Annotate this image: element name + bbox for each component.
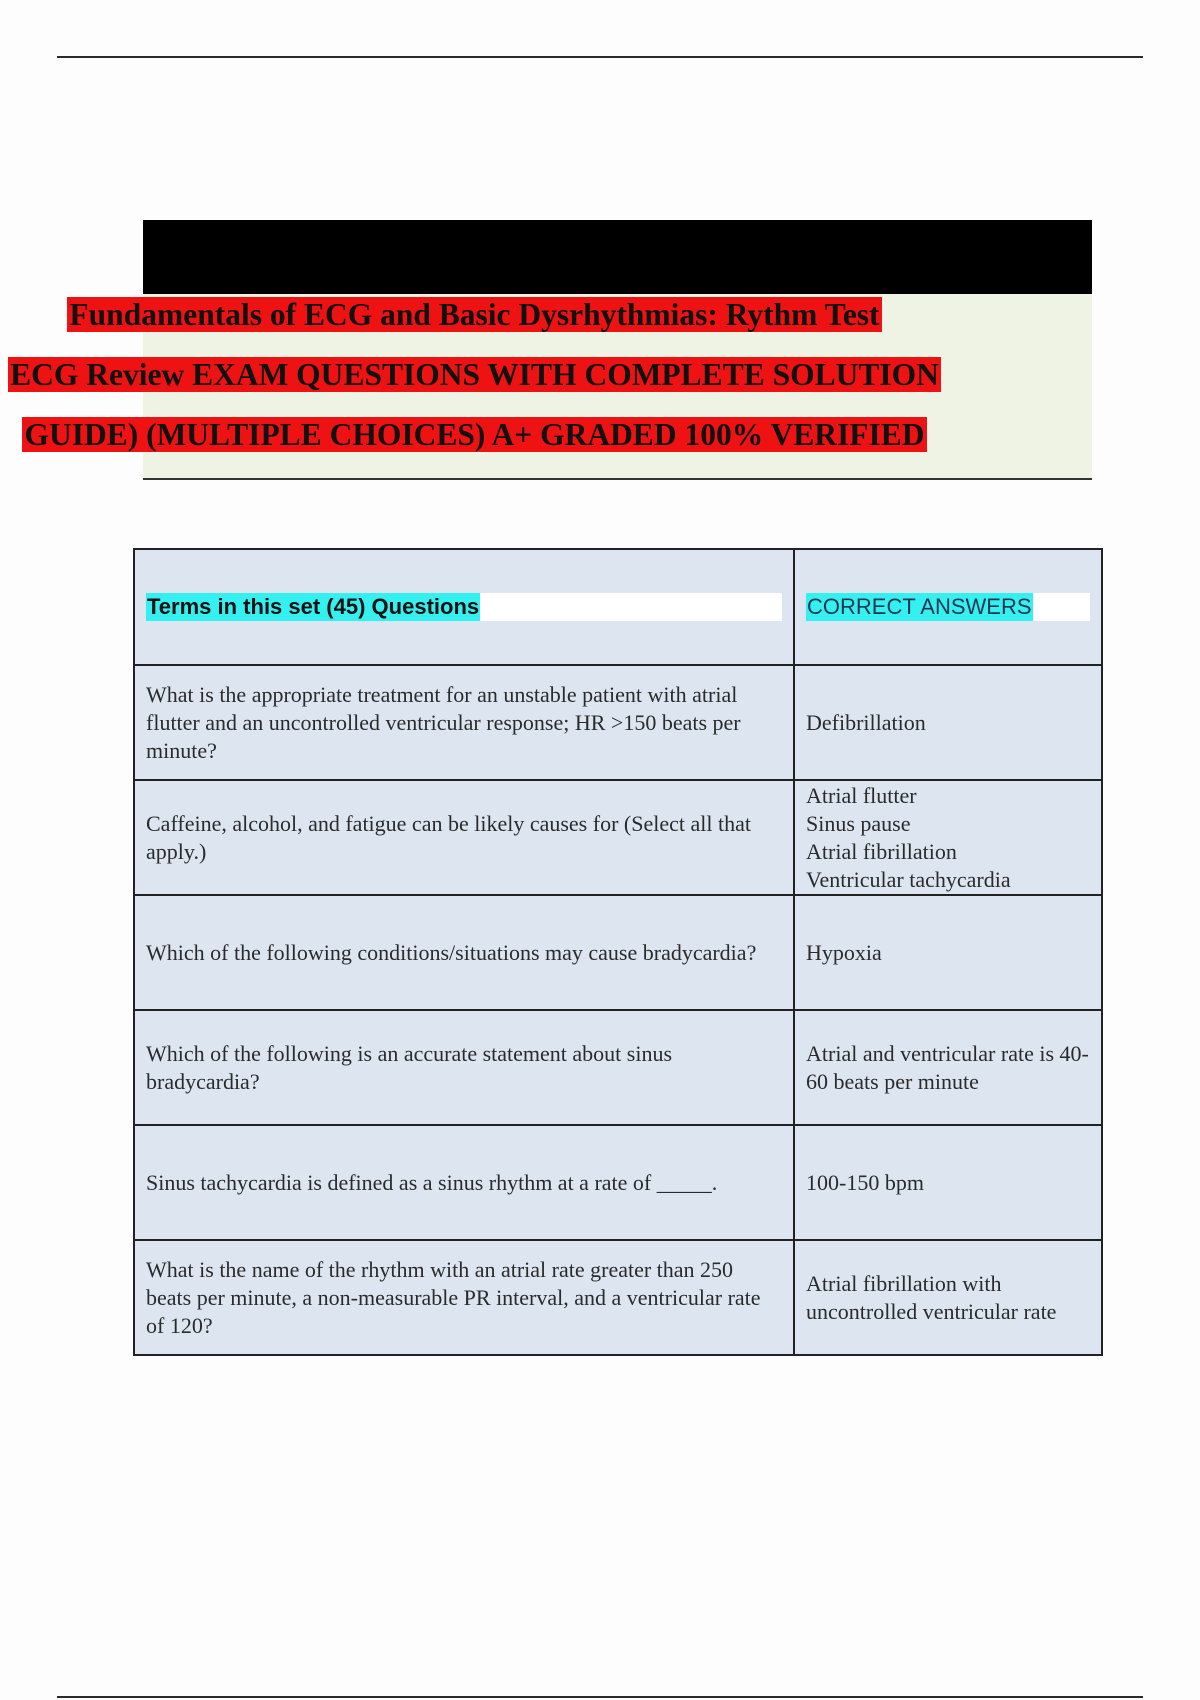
header-terms: Terms in this set (45) Questions [146, 593, 782, 621]
header-answers: CORRECT ANSWERS [806, 593, 1090, 621]
title-line-2-text: ECG Review EXAM QUESTIONS WITH COMPLETE SOLUTION [10, 357, 939, 392]
header-answers-cell [794, 549, 1102, 665]
table-row [134, 895, 1102, 1010]
answer-line: Ventricular tachycardia [806, 866, 1011, 892]
title-line-2 [0, 355, 949, 395]
title-line-3 [0, 415, 949, 455]
answer-line: Atrial fibrillation [806, 838, 957, 864]
answer-line: Sinus pause [806, 810, 911, 836]
title-line-1 [0, 295, 949, 335]
question-cell: Sinus tachycardia is defined as a sinus rhythm at a rate of _____. [134, 1125, 794, 1240]
header-terms-cell [134, 549, 794, 665]
top-rule [57, 56, 1143, 58]
question-cell: What is the appropriate treatment for an unstable patient with atrial flutter and an uncontrolled ventricular response; HR >150 beats per minute? [134, 665, 794, 780]
table-row [134, 780, 1102, 895]
question-cell: What is the name of the rhythm with an atrial rate greater than 250 beats per minute, a non-measurable PR interval, and a ventricular rate of 120? [134, 1240, 794, 1355]
answer-cell [794, 895, 1102, 1010]
answer-cell [794, 780, 1102, 895]
question-cell: Caffeine, alcohol, and fatigue can be likely causes for (Select all that apply.) [134, 780, 794, 895]
title-line-1-text: Fundamentals of ECG and Basic Dysrhythmias: Rythm Test [69, 297, 880, 332]
question-cell: Which of the following conditions/situations may cause bradycardia? [134, 895, 794, 1010]
table-header-row [134, 549, 1102, 665]
table-row [134, 1240, 1102, 1355]
answer-cell [794, 1125, 1102, 1240]
answer-cell [794, 665, 1102, 780]
answer-line: Atrial flutter [806, 782, 917, 808]
question-cell: Which of the following is an accurate statement about sinus bradycardia? [134, 1010, 794, 1125]
qa-table [133, 548, 1103, 1356]
answer-line: Atrial and ventricular rate is 40-60 beats per minute [806, 1040, 1089, 1094]
answer-cell [794, 1010, 1102, 1125]
table-row [134, 665, 1102, 780]
table-row [134, 1010, 1102, 1125]
answer-cell [794, 1240, 1102, 1355]
answer-line: Hypoxia [806, 939, 882, 965]
redaction-bar [143, 220, 1092, 294]
title-line-3-text: GUIDE) (MULTIPLE CHOICES) A+ GRADED 100% VERIFIED [24, 417, 925, 452]
table-row [134, 1125, 1102, 1240]
answer-line: Defibrillation [806, 709, 926, 735]
bottom-rule [57, 1696, 1143, 1698]
answer-line: Atrial fibrillation with uncontrolled ventricular rate [806, 1270, 1057, 1324]
answer-line: 100-150 bpm [806, 1169, 924, 1195]
